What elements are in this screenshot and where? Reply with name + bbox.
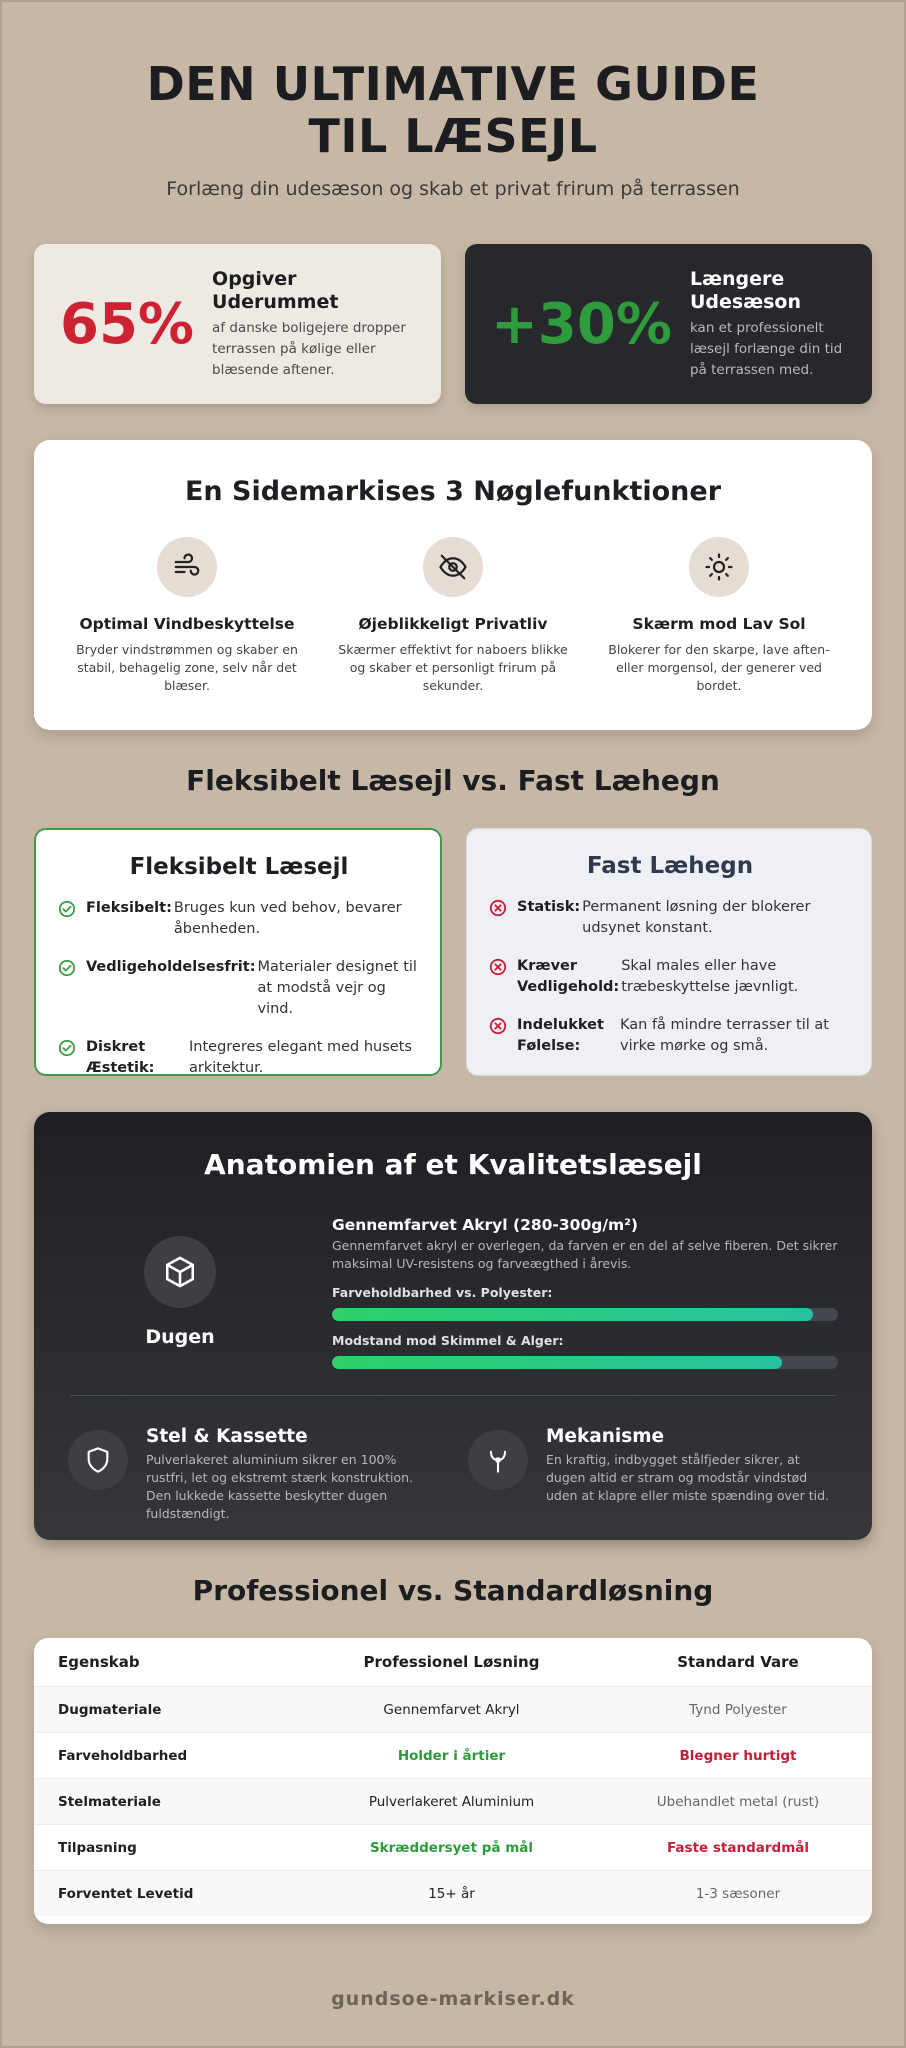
feature-title: Skærm mod Lav Sol: [632, 615, 806, 633]
flexible-title: Fleksibelt Læsejl: [129, 854, 349, 880]
item-label: Statisk:: [517, 899, 581, 915]
table-cell: 1-3 sæsoner: [695, 1885, 781, 1902]
item-text: Kan få mindre terrasser til at virke mørke og små.: [620, 1017, 829, 1054]
stat-title: Opgiver Uderummet: [212, 267, 339, 313]
table-cell: Tilpasning: [58, 1839, 137, 1856]
table-cell: Faste standardmål: [667, 1839, 809, 1856]
x-circle-icon: [489, 899, 507, 917]
list-item: [58, 957, 420, 1020]
table-cell: Holder i årtier: [397, 1747, 506, 1764]
table-cell: Tynd Polyester: [689, 1701, 787, 1718]
part-text: Pulverlakeret aluminium sikrer en 100% rustfri, let og ekstremt stærk konstruktion. Den lukkede kassette beskytter dugen fuldstændigt.: [146, 1452, 414, 1521]
list-item: [58, 898, 420, 940]
stat-text: kan et professionelt læsejl forlænge din tid på terrassen med.: [689, 319, 843, 378]
item-text: Materialer designet til at modstå vejr og vind.: [257, 959, 417, 1017]
feature-text: Skærmer effektivt for naboers blikke og skaber et personligt frirum på sekunder.: [338, 642, 568, 693]
table-row: [34, 1870, 872, 1916]
table-header-row: [34, 1638, 872, 1686]
shield-icon: [68, 1430, 128, 1490]
stats-row: [34, 244, 872, 404]
item-label: Kræver Vedligehold:: [517, 958, 620, 995]
header-cell: Standard Vare: [677, 1653, 799, 1671]
colorfastness-bar: [332, 1308, 838, 1321]
fabric-details: [332, 1216, 838, 1369]
anatomy-card: [34, 1112, 872, 1540]
table-cell: Gennemfarvet Akryl: [383, 1701, 520, 1718]
spring-icon: [468, 1430, 528, 1490]
table-cell: Stelmateriale: [58, 1793, 161, 1810]
part-title: Stel & Kassette: [146, 1426, 308, 1447]
table-cell: 15+ år: [428, 1885, 475, 1902]
fabric-badge: [120, 1236, 240, 1348]
header-cell: Egenskab: [58, 1653, 140, 1671]
table-cell: Ubehandlet metal (rust): [656, 1793, 820, 1810]
feature-privacy: [320, 537, 586, 695]
table-row: [34, 1686, 872, 1732]
item-label: Diskret Æstetik:: [86, 1039, 155, 1076]
part-title: Mekanisme: [546, 1426, 665, 1447]
flexible-card: [34, 828, 442, 1076]
comparison-title: Fleksibelt Læsejl vs. Fast Læhegn: [186, 764, 720, 797]
item-label: Fleksibelt:: [86, 900, 172, 916]
item-text: Skal males eller have træbeskyttelse jævnligt.: [621, 958, 799, 995]
list-item: [489, 1015, 851, 1057]
stat-number: 65%: [60, 291, 195, 357]
item-text: Permanent løsning der blokerer udsynet konstant.: [582, 899, 811, 936]
comparison-table: [34, 1638, 872, 1924]
check-circle-icon: [58, 959, 76, 977]
list-item: [489, 897, 851, 939]
table-cell: Pulverlakeret Aluminium: [368, 1793, 535, 1810]
table-row: [34, 1824, 872, 1870]
item-label: Indelukket Følelse:: [517, 1017, 604, 1054]
divider: [70, 1395, 836, 1396]
stat-card-season: [465, 244, 872, 404]
features-title: En Sidemarkises 3 Nøglefunktioner: [184, 476, 722, 507]
bar-label: Modstand mod Skimmel & Alger:: [332, 1333, 564, 1348]
fabric-label: Dugen: [145, 1326, 215, 1348]
page-subtitle: Forlæng din udesæson og skab et privat frirum på terrassen: [166, 178, 740, 200]
hero: [0, 0, 906, 200]
header-cell: Professionel Løsning: [363, 1653, 540, 1671]
feature-text: Bryder vindstrømmen og skaber en stabil, behagelig zone, selv når det blæser.: [76, 642, 298, 693]
list-item: [58, 1037, 420, 1079]
stat-text: af danske boligejere dropper terrassen på kølige eller blæsende aftener.: [212, 319, 406, 378]
features-card: [34, 440, 872, 730]
wind-icon: [157, 537, 217, 597]
fabric-title: Gennemfarvet Akryl (280-300g/m²): [332, 1216, 639, 1234]
check-circle-icon: [58, 1039, 76, 1057]
feature-text: Blokerer for den skarpe, lave aften- eller morgensol, der generer ved bordet.: [608, 642, 830, 693]
sun-icon: [689, 537, 749, 597]
stat-number: +30%: [491, 291, 672, 357]
bar-label: Farveholdbarhed vs. Polyester:: [332, 1285, 553, 1300]
mold-resistance-bar: [332, 1356, 838, 1369]
fixed-card: [466, 828, 872, 1076]
table-row: [34, 1778, 872, 1824]
bar-fill: [332, 1356, 782, 1369]
cube-icon: [144, 1236, 216, 1308]
table-cell: Farveholdbarhed: [58, 1747, 188, 1764]
item-text: Integreres elegant med husets arkitektur.: [189, 1039, 412, 1076]
stat-title: Længere Udesæson: [689, 267, 801, 313]
eye-off-icon: [423, 537, 483, 597]
part-text: En kraftig, indbygget stålfjeder sikrer, at dugen altid er stram og modstår vindstød uden at klapre eller miste spænding over tid.: [546, 1452, 829, 1503]
x-circle-icon: [489, 1017, 507, 1035]
stat-card-abandon: [34, 244, 441, 404]
feature-wind: [54, 537, 320, 695]
bar-fill: [332, 1308, 813, 1321]
table-cell: Dugmateriale: [58, 1701, 162, 1718]
comparison-row: [34, 828, 872, 1076]
table-row: [34, 1732, 872, 1778]
list-item: [489, 956, 851, 998]
table-cell: Forventet Levetid: [58, 1885, 194, 1902]
item-label: Vedligeholdelsesfrit:: [86, 959, 256, 975]
part-mechanism: [468, 1426, 838, 1505]
fabric-text: Gennemfarvet akryl er overlegen, da farven er en del af selve fiberen. Det sikrer maksimal UV-resistens og farveægthed i årevis.: [332, 1238, 838, 1271]
anatomy-title: Anatomien af et Kvalitetslæsejl: [204, 1148, 702, 1181]
feature-sun: [586, 537, 852, 695]
item-text: Bruges kun ved behov, bevarer åbenheden.: [173, 900, 402, 937]
table-cell: Blegner hurtigt: [679, 1747, 797, 1764]
part-frame: [68, 1426, 438, 1523]
table-title: Professionel vs. Standardløsning: [192, 1574, 714, 1607]
x-circle-icon: [489, 958, 507, 976]
fixed-title: Fast Læhegn: [586, 853, 754, 879]
check-circle-icon: [58, 900, 76, 918]
footer-domain[interactable]: gundsoe-markiser.dk: [331, 1988, 575, 2010]
feature-title: Optimal Vindbeskyttelse: [79, 615, 295, 633]
feature-title: Øjeblikkeligt Privatliv: [358, 615, 548, 633]
page-title: DEN ULTIMATIVE GUIDE TIL LÆSEJL: [146, 57, 760, 163]
table-cell: Skræddersyet på mål: [369, 1839, 534, 1856]
